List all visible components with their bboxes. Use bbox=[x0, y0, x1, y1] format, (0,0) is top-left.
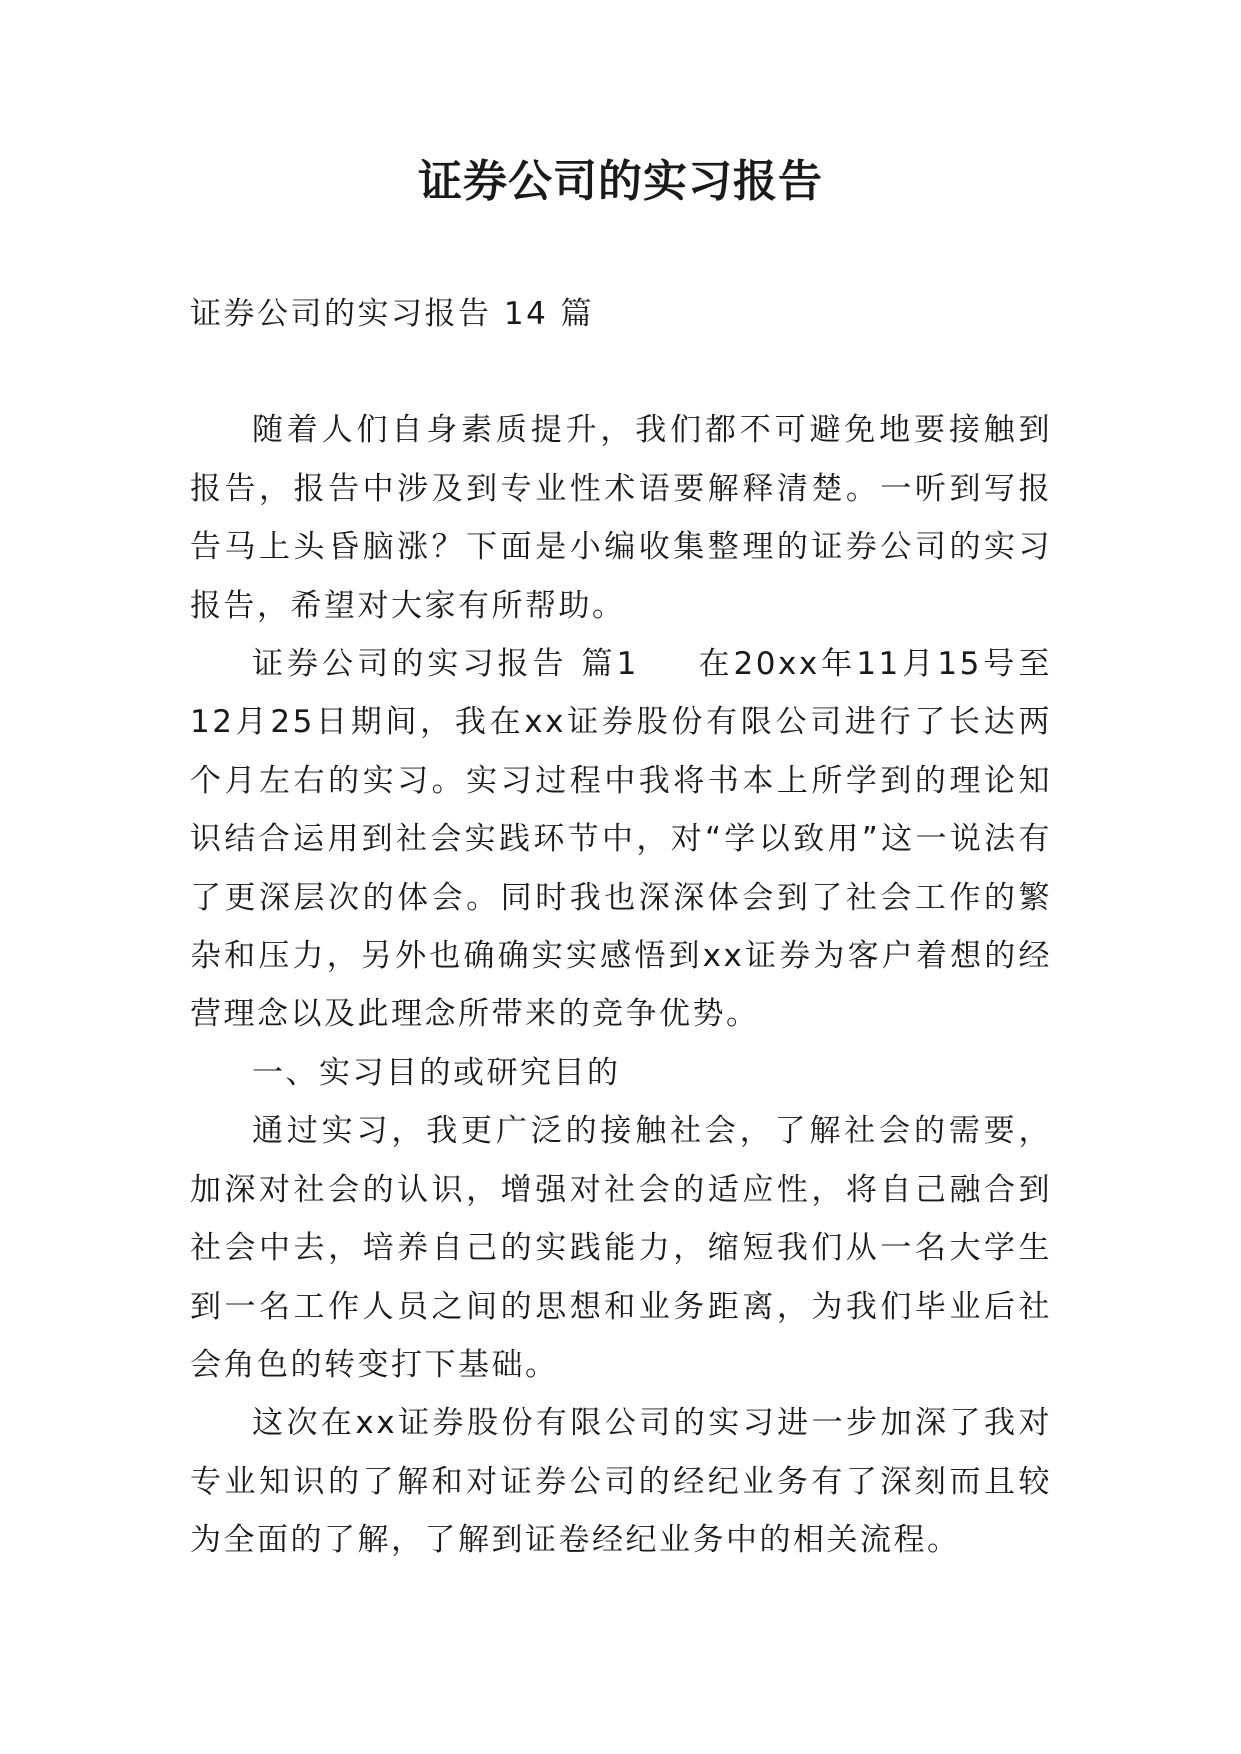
section-1-heading: 证券公司的实习报告 篇1 bbox=[252, 646, 639, 683]
document-body bbox=[190, 285, 1052, 1570]
section-1-paragraph bbox=[190, 635, 1052, 1044]
purpose-heading: 一、实习目的或研究目的 bbox=[252, 1054, 621, 1091]
section-1-text: 在20xx年11月15号至12月25日期间，我在xx证券股份有限公司进行了长达两个月左右的实习。实习过程中我将书本上所学到的理论知识结合运用到社会实践环节中，对“学以致用”这一说法有了更深层次的体会。同时我也深深体会到了社会工作的繁杂和压力，另外也确确实实感悟到xx证券为客户着想的经营理念以及此理念所带来的竞争优势。 bbox=[190, 646, 1053, 1033]
purpose-paragraph: 通过实习，我更广泛的接触社会，了解社会的需要，加深对社会的认识，增强对社会的适应性，将自己融合到社会中去，培养自己的实践能力，缩短我们从一名大学生到一名工作人员之间的思想和业务距离，为我们毕业后社会角色的转变打下基础。 bbox=[190, 1113, 1052, 1383]
document-title: 证券公司的实习报告 bbox=[418, 156, 823, 207]
document-subtitle: 证券公司的实习报告 14 篇 bbox=[190, 296, 595, 332]
closing-paragraph: 这次在xx证券股份有限公司的实习进一步加深了我对专业知识的了解和对证券公司的经纪业务有了深刻而且较为全面的了解，了解到证卷经纪业务中的相关流程。 bbox=[190, 1405, 1052, 1559]
intro-paragraph: 随着人们自身素质提升，我们都不可避免地要接触到报告，报告中涉及到专业性术语要解释清楚。一听到写报告马上头昏脑涨？下面是小编收集整理的证券公司的实习报告，希望对大家有所帮助。 bbox=[190, 412, 1052, 624]
